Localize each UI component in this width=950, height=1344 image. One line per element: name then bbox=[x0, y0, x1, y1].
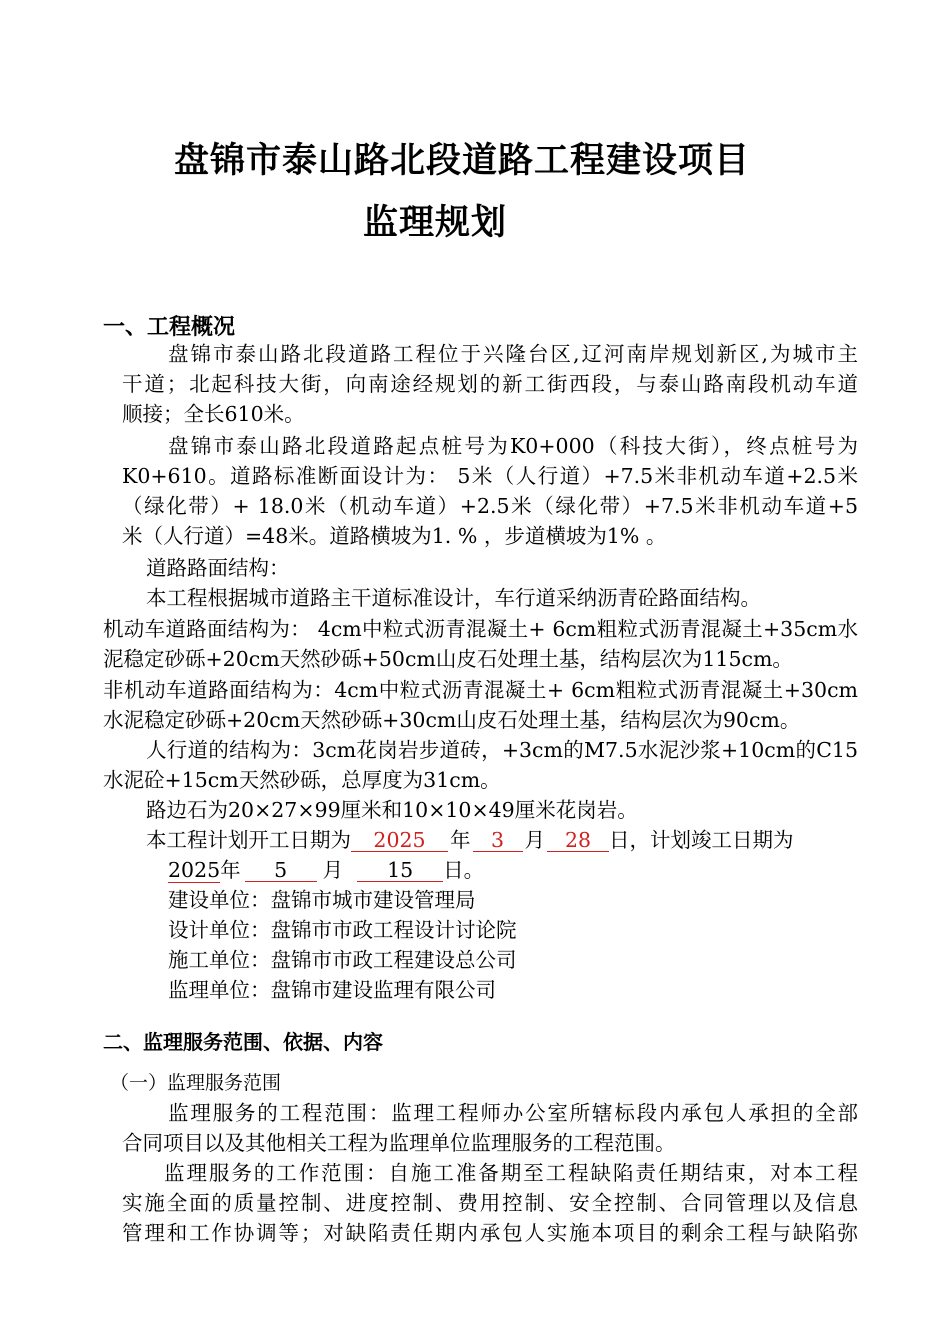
end-day-field: 15 bbox=[357, 859, 443, 882]
paragraph-line: 泥稳定砂砾+20cm天然砂砾+50cm山皮石处理土基，结构层次为115cm。 bbox=[103, 647, 793, 671]
section-1-heading: 一、工程概况 bbox=[103, 315, 236, 340]
schedule-prefix: 本工程计划开工日期为 bbox=[146, 828, 351, 852]
paragraph-line: 机动车道路面结构为： 4cm中粒式沥青混凝土+ 6cm粗粒式沥青混凝土+35cm水 bbox=[103, 617, 858, 641]
builder-unit: 施工单位：盘锦市市政工程建设总公司 bbox=[168, 948, 517, 972]
paragraph-line: 盘锦市泰山路北段道路起点桩号为K0+000（科技大街），终点桩号为 bbox=[168, 434, 858, 458]
subsection-heading: （一）监理服务范围 bbox=[110, 1072, 282, 1094]
paragraph-line: 人行道的结构为：3cm花岗岩步道砖，+3cm的M7.5水泥沙浆+10cm的C15 bbox=[146, 738, 858, 762]
paragraph-line: 水泥稳定砂砾+20cm天然砂砾+30cm山皮石处理土基，结构层次为90cm。 bbox=[103, 708, 801, 732]
paragraph-line: 盘锦市泰山路北段道路工程位于兴隆台区,辽河南岸规划新区,为城市主 bbox=[168, 342, 858, 366]
end-year-field: 2025 bbox=[168, 858, 221, 882]
paragraph-line: K0+610。道路标准断面设计为： 5米（人行道）+7.5米非机动车道+2.5米 bbox=[122, 464, 858, 488]
paragraph-line: 实施全面的质量控制、进度控制、费用控制、安全控制、合同管理以及信息 bbox=[122, 1191, 858, 1215]
paragraph-line: 干道；北起科技大街，向南途经规划的新工街西段，与泰山路南段机动车道 bbox=[122, 372, 858, 396]
paragraph-line: 非机动车道路面结构为：4cm中粒式沥青混凝土+ 6cm粗粒式沥青混凝土+30cm bbox=[103, 678, 858, 702]
paragraph-line: 顺接；全长610米。 bbox=[122, 402, 305, 426]
paragraph-line: 道路路面结构： bbox=[146, 556, 290, 580]
start-year-field: 2025 bbox=[351, 829, 448, 852]
month-label: 月 bbox=[322, 858, 344, 882]
schedule-end-line bbox=[168, 857, 484, 883]
day-end-label: 日。 bbox=[443, 858, 485, 882]
end-month-field: 5 bbox=[245, 859, 317, 882]
paragraph-line: 本工程根据城市道路主干道标准设计，车行道采纳沥青砼路面结构。 bbox=[146, 586, 761, 610]
paragraph-line: 监理服务的工作范围：自施工准备期至工程缺陷责任期结束，对本工程 bbox=[164, 1161, 858, 1185]
section-2-heading: 二、监理服务范围、依据、内容 bbox=[103, 1030, 383, 1054]
start-day-field: 28 bbox=[547, 829, 609, 852]
design-unit: 设计单位：盘锦市市政工程设计讨论院 bbox=[168, 918, 517, 942]
paragraph-line: 路边石为20×27×99厘米和10×10×49厘米花岗岩。 bbox=[146, 798, 638, 822]
paragraph-line: 水泥砼+15cm天然砂砾，总厚度为31cm。 bbox=[103, 768, 501, 792]
day-label: 日，计划竣工日期为 bbox=[609, 828, 794, 852]
paragraph-line: 合同项目以及其他相关工程为监理单位监理服务的工程范围。 bbox=[122, 1131, 676, 1155]
paragraph-line: （绿化带）+ 18.0米（机动车道）+2.5米（绿化带）+7.5米非机动车道+5 bbox=[122, 494, 858, 518]
start-month-field: 3 bbox=[473, 829, 523, 852]
paragraph-line: 监理服务的工程范围：监理工程师办公室所辖标段内承包人承担的全部 bbox=[168, 1101, 858, 1125]
year-label: 年 bbox=[450, 828, 471, 852]
document-title: 盘锦市泰山路北段道路工程建设项目 bbox=[174, 141, 751, 181]
construction-unit: 建设单位：盘锦市城市建设管理局 bbox=[168, 888, 476, 912]
schedule-start-line bbox=[146, 827, 794, 853]
paragraph-line: 管理和工作协调等；对缺陷责任期内承包人实施本项目的剩余工程与缺陷弥 bbox=[122, 1221, 858, 1245]
document-subtitle: 监理规划 bbox=[363, 203, 508, 243]
year-label: 年 bbox=[220, 858, 241, 882]
month-label: 月 bbox=[524, 828, 545, 852]
paragraph-line: 米（人行道）=48米。道路横坡为1. % ，步道横坡为1% 。 bbox=[122, 524, 667, 548]
supervision-unit: 监理单位：盘锦市建设监理有限公司 bbox=[168, 978, 496, 1002]
